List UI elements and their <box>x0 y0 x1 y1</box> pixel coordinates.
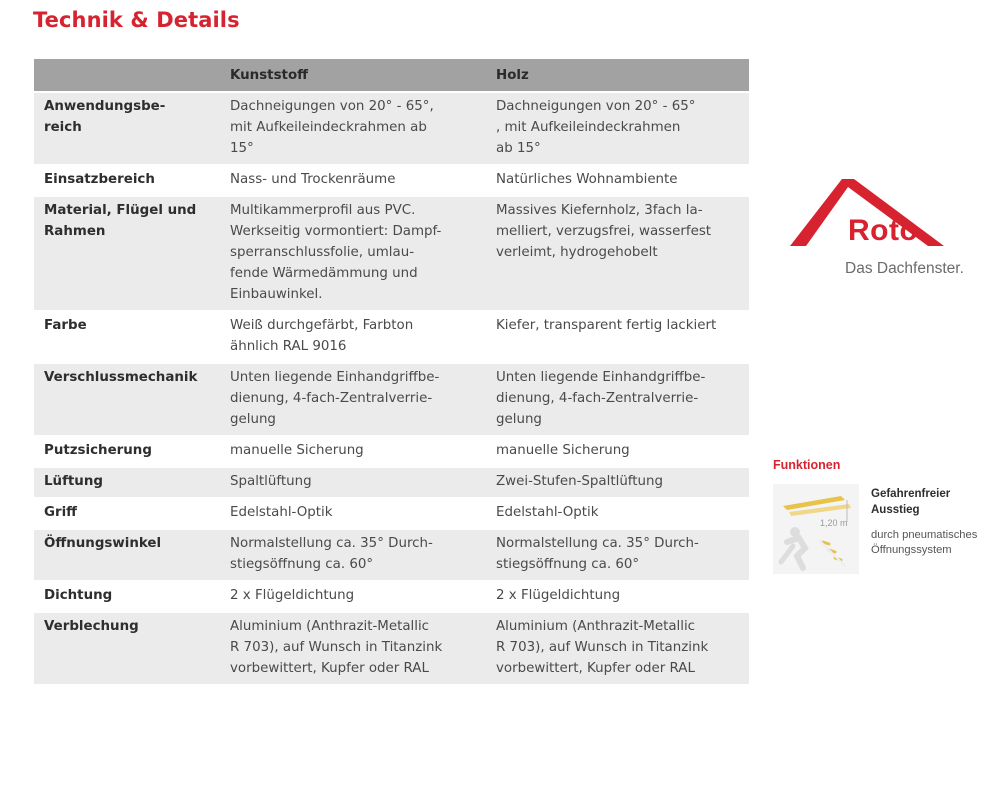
table-row <box>34 197 749 310</box>
cell-kunststoff: Multikammerprofil aus PVC. Werkseitig vormontiert: Dampf- sperranschlussfolie, umlau- fende Wärmedämmung und Einbauwinkel. <box>220 197 486 310</box>
cell-kunststoff: Unten liegende Einhandgriffbe- dienung, 4-fach-Zentralverrie- gelung <box>220 364 486 435</box>
cell-holz: Massives Kiefernholz, 3fach la- melliert, verzugsfrei, wasserfest verleimt, hydrogehobelt <box>486 197 749 310</box>
cell-holz: 2 x Flügeldichtung <box>486 582 749 611</box>
column-header <box>34 59 220 91</box>
cell-kunststoff: Edelstahl-Optik <box>220 499 486 528</box>
cell-kunststoff: 2 x Flügeldichtung <box>220 582 486 611</box>
cell-holz: Natürliches Wohnambiente <box>486 166 749 195</box>
cell-kunststoff: Weiß durchgefärbt, Farbton ähnlich RAL 9016 <box>220 312 486 362</box>
page-title: Technik & Details <box>33 8 240 32</box>
cell-kunststoff: Nass- und Trockenräume <box>220 166 486 195</box>
table-row <box>34 468 749 497</box>
table-row <box>34 499 749 528</box>
column-header-kunststoff: Kunststoff <box>220 59 486 91</box>
logo-brand: Roto <box>848 214 919 247</box>
row-label: Putzsicherung <box>34 437 220 466</box>
feature-description: durch pneumatisches Öffnungssystem <box>871 529 978 556</box>
row-label: Lüftung <box>34 468 220 497</box>
roof-window-exit-icon <box>773 484 859 574</box>
cell-holz: Kiefer, transparent fertig lackiert <box>486 312 749 362</box>
cell-kunststoff: Aluminium (Anthrazit-Metallic R 703), auf Wunsch in Titanzink vorbewittert, Kupfer oder RAL <box>220 613 486 684</box>
cell-holz: Aluminium (Anthrazit-Metallic R 703), auf Wunsch in Titanzink vorbewittert, Kupfer oder RAL <box>486 613 749 684</box>
table-row <box>34 364 749 435</box>
row-label: Verblechung <box>34 613 220 684</box>
table-row <box>34 93 749 164</box>
row-label: Farbe <box>34 312 220 362</box>
cell-holz: manuelle Sicherung <box>486 437 749 466</box>
row-label: Dichtung <box>34 582 220 611</box>
spec-table <box>34 57 749 686</box>
dimension-label: 1,20 m <box>820 518 848 528</box>
feature-title: Gefahrenfreier Ausstieg <box>871 488 951 516</box>
table-row <box>34 613 749 684</box>
row-label: Griff <box>34 499 220 528</box>
row-label: Öffnungswinkel <box>34 530 220 580</box>
roto-logo <box>790 176 990 276</box>
column-header-holz: Holz <box>486 59 749 91</box>
features-heading: Funktionen <box>773 458 841 472</box>
cell-holz: Dachneigungen von 20° - 65° , mit Aufkeileindeckrahmen ab 15° <box>486 93 749 164</box>
cell-holz: Edelstahl-Optik <box>486 499 749 528</box>
table-row <box>34 437 749 466</box>
logo-tagline: Das Dachfenster. <box>845 260 964 277</box>
cell-holz: Normalstellung ca. 35° Durch- stiegsöffnung ca. 60° <box>486 530 749 580</box>
cell-kunststoff: manuelle Sicherung <box>220 437 486 466</box>
row-label: Einsatzbereich <box>34 166 220 195</box>
row-label: Anwendungsbe- reich <box>34 93 220 164</box>
cell-holz: Unten liegende Einhandgriffbe- dienung, 4-fach-Zentralverrie- gelung <box>486 364 749 435</box>
cell-kunststoff: Spaltlüftung <box>220 468 486 497</box>
table-row <box>34 582 749 611</box>
table-header-row <box>34 59 749 91</box>
spec-table-body <box>34 93 749 684</box>
row-label: Verschlussmechanik <box>34 364 220 435</box>
cell-kunststoff: Dachneigungen von 20° - 65°, mit Aufkeileindeckrahmen ab 15° <box>220 93 486 164</box>
cell-kunststoff: Normalstellung ca. 35° Durch- stiegsöffnung ca. 60° <box>220 530 486 580</box>
row-label: Material, Flügel und Rahmen <box>34 197 220 310</box>
table-row <box>34 166 749 195</box>
table-row <box>34 312 749 362</box>
cell-holz: Zwei-Stufen-Spaltlüftung <box>486 468 749 497</box>
table-row <box>34 530 749 580</box>
